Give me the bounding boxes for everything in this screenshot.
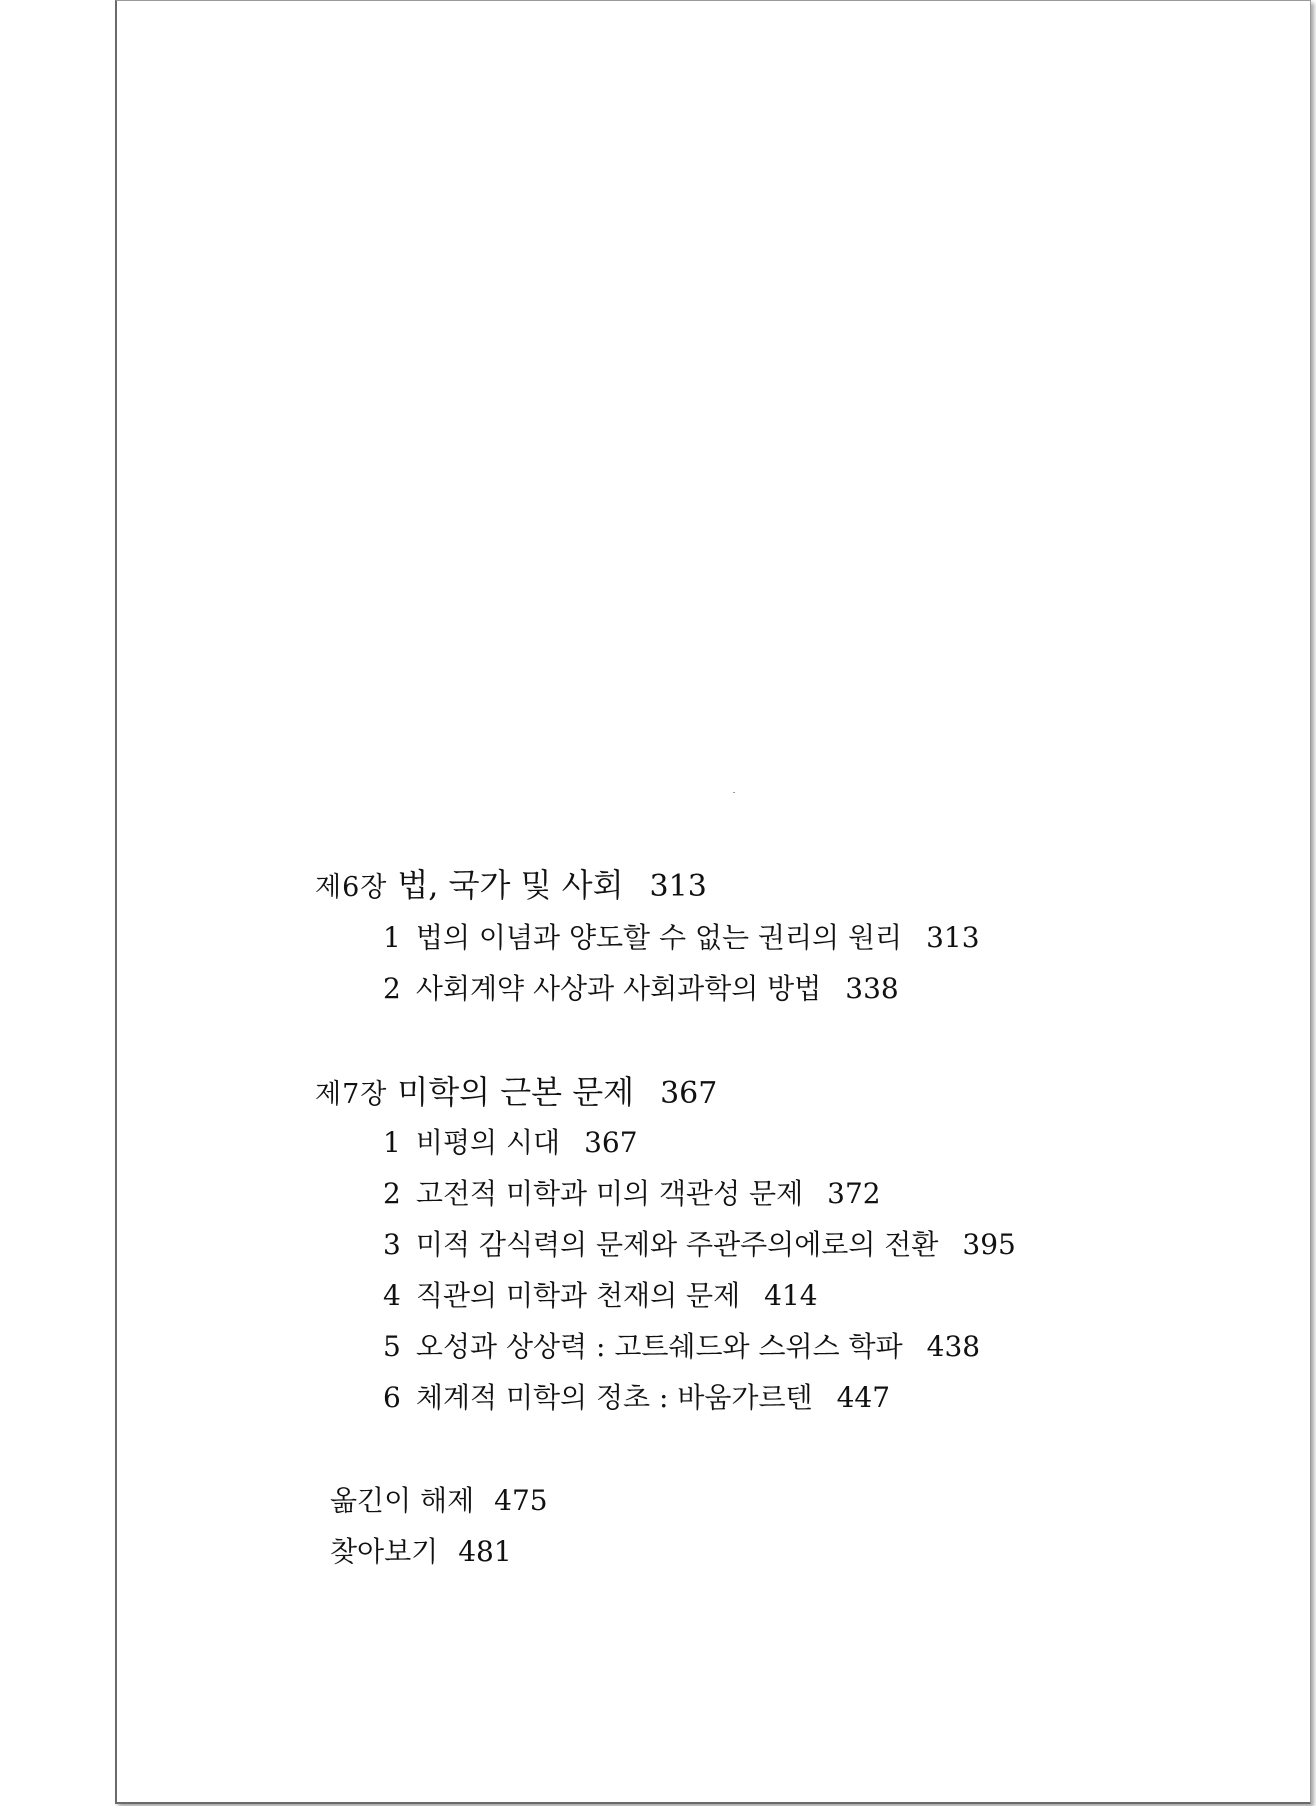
section-page-number: 438	[926, 1330, 981, 1363]
chapter-title: 법, 국가 및 사회	[397, 866, 624, 904]
section-number: 1	[383, 1126, 401, 1159]
section-number: 1	[383, 921, 401, 954]
section-page-number: 372	[827, 1177, 881, 1210]
toc-section-7-1	[383, 1123, 638, 1163]
section-title: 미적 감식력의 문제와 주관주의에로의 전환	[415, 1228, 939, 1261]
section-title: 비평의 시대	[415, 1126, 561, 1159]
toc-chapter-6	[315, 865, 707, 911]
section-number: 2	[383, 972, 401, 1005]
document-page	[115, 0, 1311, 1804]
section-page-number: 414	[764, 1279, 818, 1312]
toc-chapter-7	[315, 1072, 717, 1118]
back-matter-title: 찾아보기	[330, 1535, 439, 1568]
section-title: 고전적 미학과 미의 객관성 문제	[415, 1177, 804, 1210]
section-number: 3	[383, 1228, 401, 1261]
section-title: 직관의 미학과 천재의 문제	[415, 1279, 741, 1312]
toc-section-7-4	[383, 1276, 818, 1316]
section-number: 2	[383, 1177, 401, 1210]
back-matter-page-number: 481	[458, 1535, 512, 1568]
toc-translator-commentary	[330, 1481, 548, 1521]
toc-index	[330, 1532, 512, 1572]
toc-section-6-1	[383, 918, 980, 958]
chapter-title: 미학의 근본 문제	[397, 1073, 635, 1111]
toc-section-7-5	[383, 1327, 980, 1367]
toc-section-7-3	[383, 1225, 1016, 1265]
section-page-number: 338	[845, 972, 899, 1005]
page-speck	[733, 792, 735, 793]
section-page-number: 313	[926, 921, 980, 954]
chapter-page-number: 313	[649, 869, 707, 904]
section-title: 체계적 미학의 정초 : 바움가르텐	[415, 1381, 813, 1414]
back-matter-page-number: 475	[494, 1484, 548, 1517]
section-number: 4	[383, 1279, 401, 1312]
back-matter-title: 옮긴이 해제	[330, 1484, 475, 1517]
section-title: 법의 이념과 양도할 수 없는 권리의 원리	[415, 921, 903, 954]
section-title: 오성과 상상력 : 고트쉐드와 스위스 학파	[415, 1330, 903, 1363]
section-title: 사회계약 사상과 사회과학의 방법	[415, 972, 822, 1005]
toc-section-6-2	[383, 969, 899, 1009]
toc-section-7-2	[383, 1174, 881, 1214]
section-number: 5	[383, 1330, 401, 1363]
section-page-number: 395	[962, 1228, 1016, 1261]
chapter-number: 제7장	[315, 1079, 388, 1110]
chapter-page-number: 367	[660, 1076, 718, 1111]
toc-section-7-6	[383, 1378, 890, 1418]
section-number: 6	[383, 1381, 401, 1414]
chapter-number: 제6장	[315, 872, 388, 903]
section-page-number: 447	[836, 1381, 891, 1414]
section-page-number: 367	[584, 1126, 638, 1159]
